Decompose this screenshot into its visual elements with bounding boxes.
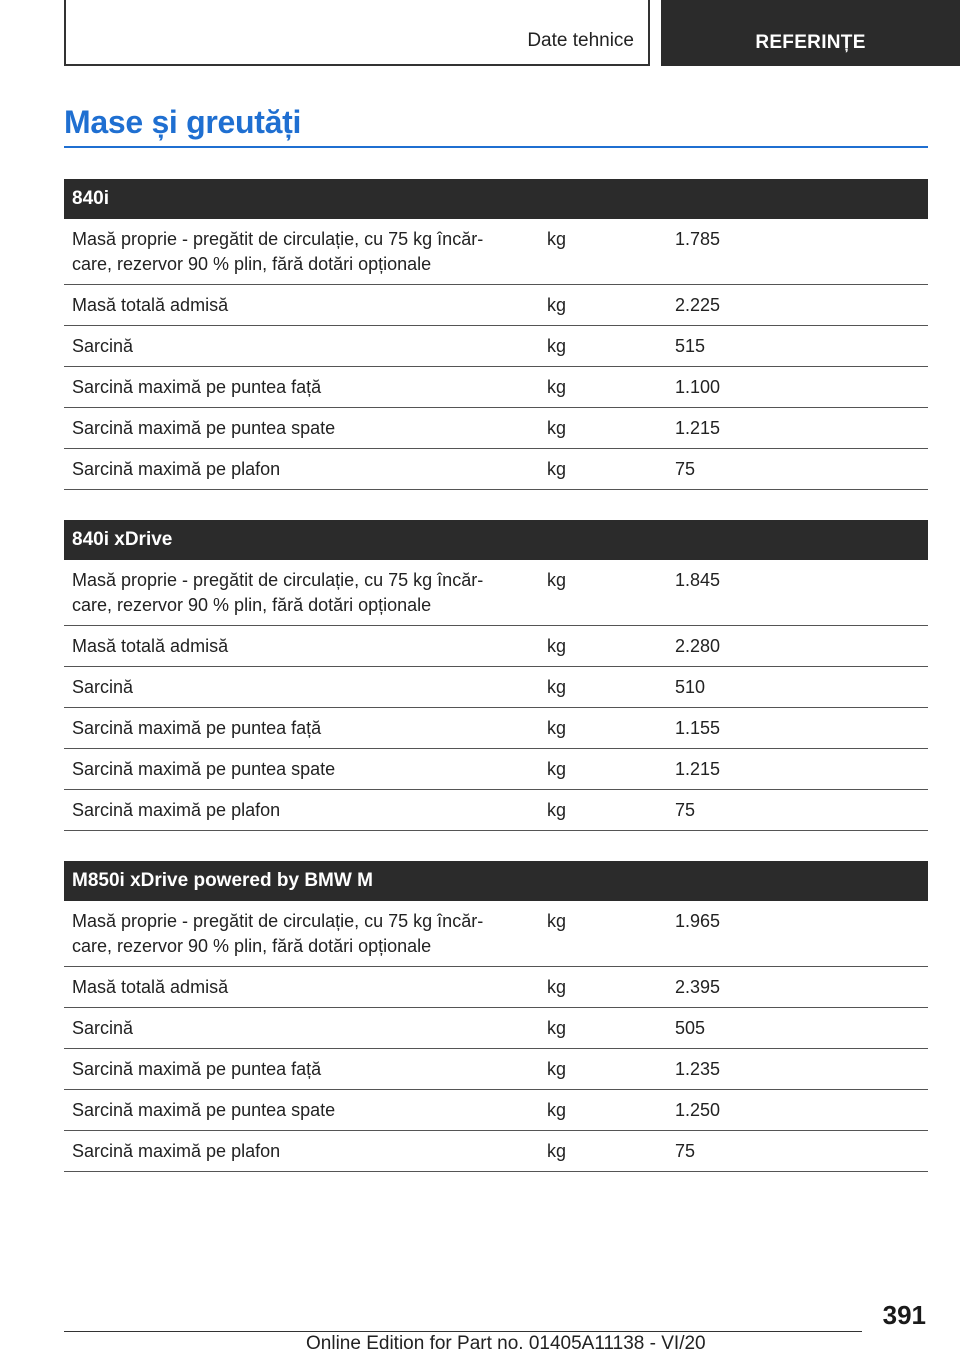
table-row (64, 790, 928, 831)
row-value: 75 (675, 459, 696, 479)
row-unit: kg (547, 800, 567, 820)
row-label: Sarcină maximă pe puntea spate (72, 759, 336, 779)
row-label: Sarcină (72, 336, 134, 356)
row-unit: kg (547, 718, 567, 738)
model-header: 840i (64, 179, 928, 219)
row-value: 1.965 (675, 911, 721, 931)
row-value: 1.250 (675, 1100, 721, 1120)
edition-info: Online Edition for Part no. 01405A11138 - VI/20 (306, 1333, 706, 1354)
row-value: 1.215 (675, 418, 721, 438)
table-row (64, 560, 928, 626)
row-unit: kg (547, 1100, 567, 1120)
row-label: Sarcină maximă pe puntea spate (72, 418, 336, 438)
row-unit: kg (547, 570, 567, 590)
row-label: Sarcină maximă pe plafon (72, 459, 281, 479)
table-row (64, 219, 928, 285)
row-label: Masă proprie - pregătit de circulație, cu 75 kg încăr- care, rezervor 90 % plin, fără dotări opționale (72, 570, 484, 615)
row-unit: kg (547, 759, 567, 779)
row-label: Sarcină maximă pe puntea față (72, 718, 322, 738)
row-label: Sarcină (72, 677, 134, 697)
table-row (64, 408, 928, 449)
table-row (64, 626, 928, 667)
page-title: Mase și greutăți (64, 104, 302, 140)
row-value: 1.785 (675, 229, 721, 249)
table-row (64, 367, 928, 408)
row-value: 2.225 (675, 295, 721, 315)
row-value: 1.100 (675, 377, 721, 397)
row-value: 510 (675, 677, 706, 697)
footer-divider (64, 1331, 862, 1332)
table-row (64, 667, 928, 708)
row-value: 75 (675, 1141, 696, 1161)
row-unit: kg (547, 229, 567, 249)
row-unit: kg (547, 1018, 567, 1038)
row-value: 75 (675, 800, 696, 820)
table-row (64, 449, 928, 490)
model-header: 840i xDrive (64, 520, 928, 560)
row-label: Masă proprie - pregătit de circulație, cu 75 kg încăr- care, rezervor 90 % plin, fără dotări opționale (72, 229, 484, 274)
row-label: Sarcină maximă pe puntea spate (72, 1100, 336, 1120)
section-label: Date tehnice (527, 30, 634, 51)
table-row (64, 1090, 928, 1131)
row-label: Masă totală admisă (72, 977, 229, 997)
table-row (64, 708, 928, 749)
weights-tables (64, 179, 928, 1202)
row-label: Sarcină maximă pe plafon (72, 1141, 281, 1161)
row-value: 2.395 (675, 977, 721, 997)
row-label: Sarcină maximă pe puntea față (72, 377, 322, 397)
table-row (64, 1049, 928, 1090)
row-unit: kg (547, 977, 567, 997)
row-unit: kg (547, 677, 567, 697)
chapter-tab[interactable] (661, 0, 960, 66)
row-value: 1.155 (675, 718, 721, 738)
table-row (64, 749, 928, 790)
table-row (64, 901, 928, 967)
table-row (64, 1008, 928, 1049)
model-header: M850i xDrive powered by BMW M (64, 861, 928, 901)
page-header (0, 0, 960, 66)
row-unit: kg (547, 336, 567, 356)
row-value: 1.845 (675, 570, 721, 590)
section-tab[interactable] (64, 0, 650, 66)
row-value: 1.235 (675, 1059, 721, 1079)
row-unit: kg (547, 377, 567, 397)
row-unit: kg (547, 295, 567, 315)
row-label: Masă totală admisă (72, 295, 229, 315)
row-value: 515 (675, 336, 706, 356)
row-unit: kg (547, 1059, 567, 1079)
chapter-label: REFERINȚE (755, 32, 866, 53)
row-unit: kg (547, 636, 567, 656)
row-label: Sarcină maximă pe plafon (72, 800, 281, 820)
table-row (64, 1131, 928, 1172)
table-row (64, 285, 928, 326)
row-unit: kg (547, 459, 567, 479)
row-unit: kg (547, 1141, 567, 1161)
row-value: 2.280 (675, 636, 721, 656)
table-row (64, 326, 928, 367)
table-row (64, 967, 928, 1008)
row-label: Sarcină (72, 1018, 134, 1038)
row-label: Sarcină maximă pe puntea față (72, 1059, 322, 1079)
row-unit: kg (547, 418, 567, 438)
row-label: Masă totală admisă (72, 636, 229, 656)
page-number: 391 (882, 1300, 926, 1330)
title-divider (64, 146, 928, 148)
model-table (64, 179, 928, 490)
row-label: Masă proprie - pregătit de circulație, cu 75 kg încăr- care, rezervor 90 % plin, fără dotări opționale (72, 911, 484, 956)
row-value: 505 (675, 1018, 706, 1038)
model-table (64, 520, 928, 831)
row-unit: kg (547, 911, 567, 931)
model-table (64, 861, 928, 1172)
row-value: 1.215 (675, 759, 721, 779)
